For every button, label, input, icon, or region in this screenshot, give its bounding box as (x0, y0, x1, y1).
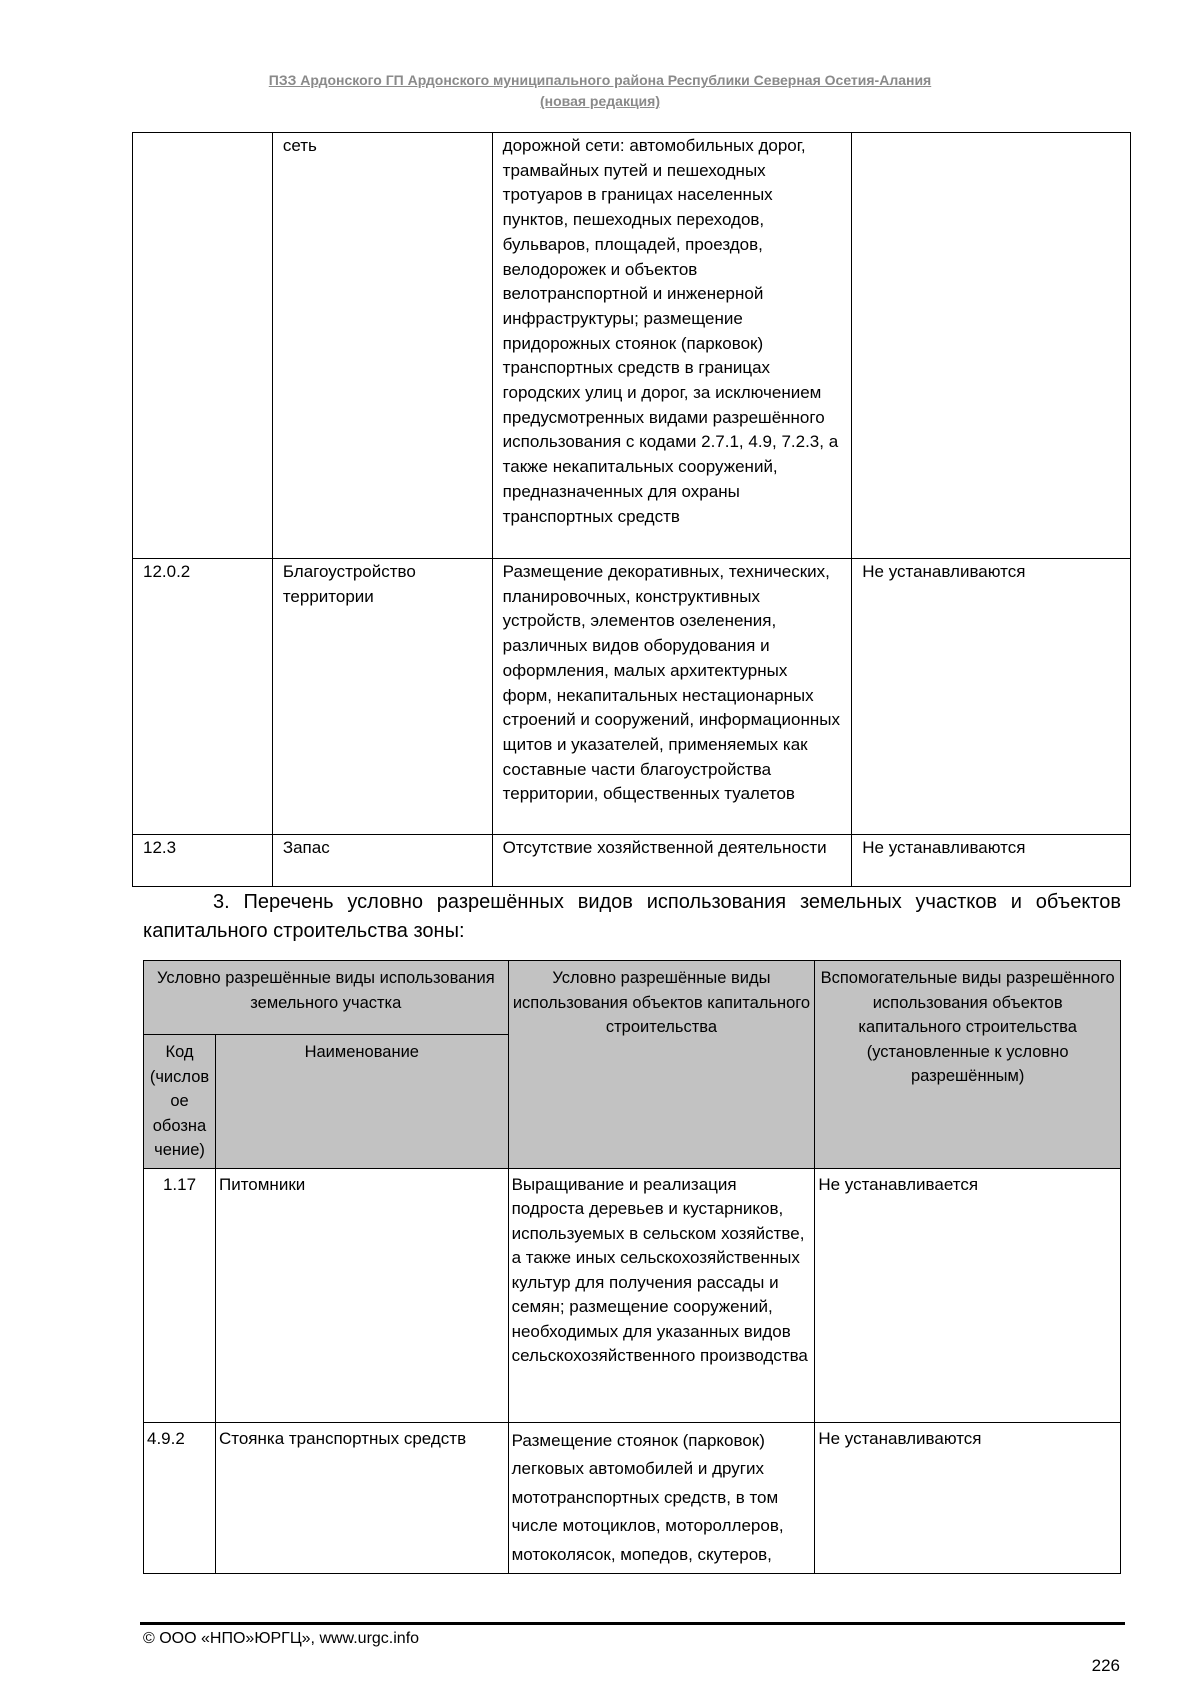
header-title: ПЗЗ Ардонского ГП Ардонского муниципального района Республики Северная Осетия-Алания (268, 72, 932, 88)
table-row (133, 559, 1131, 835)
row-capital: Выращивание и реализация подроста деревьев и кустарников, используемых в сельском хозяйстве, а также иных сельскохозяйственных культур для получения рассады и семян; размещение сооружений, необходимых для указанных видов сельскохозяйственного производства (508, 1168, 815, 1422)
document-header (0, 70, 1200, 112)
table-row (144, 1422, 1121, 1574)
row-code: 1.17 (144, 1168, 216, 1422)
header-auxiliary: Вспомогательные виды разрешённого использования объектов капитального строительства (установленные к условно разрешённым) (815, 961, 1121, 1169)
table-row (144, 1168, 1121, 1422)
section-paragraph (143, 888, 1121, 946)
footer-divider (140, 1622, 1125, 1625)
header-code: Код (числов ое обозна чение) (144, 1035, 216, 1169)
row-name: Благоустройство территории (272, 559, 492, 835)
paragraph-text: 3. Перечень условно разрешённых видов использования земельных участков и объектов капитального строительства зоны: (143, 891, 1121, 942)
row-name: Запас (272, 835, 492, 887)
row-description: Размещение декоративных, технических, планировочных, конструктивных устройств, элементов озеленения, различных видов оборудования и оформления, малых архитектурных форм, некапитальных нестационарных строений и сооружений, информационных щитов и указателей, применяемых как составные части благоустройства территории, общественных туалетов (492, 559, 852, 835)
table-row (133, 133, 1131, 559)
row-code: 4.9.2 (144, 1422, 216, 1574)
row-capital: Размещение стоянок (парковок) легковых автомобилей и других мототранспортных средств, в том числе мотоциклов, мотороллеров, мотоколясок, мопедов, скутеров, (508, 1422, 815, 1574)
row-code: 12.0.2 (133, 559, 273, 835)
header-name: Наименование (215, 1035, 508, 1169)
row-description: Отсутствие хозяйственной деятельности (492, 835, 852, 887)
header-capital-use: Условно разрешённые виды использования объектов капитального строительства (508, 961, 815, 1169)
table-row (133, 835, 1131, 887)
row-name: Стоянка транспортных средств (215, 1422, 508, 1574)
row-code: 12.3 (133, 835, 273, 887)
row-name: Питомники (215, 1168, 508, 1422)
row-params: Не устанавливаются (852, 835, 1131, 887)
conditional-uses-table (143, 960, 1121, 1574)
page-number: 226 (1091, 1656, 1120, 1675)
row-code (133, 133, 273, 559)
header-subtitle: (новая редакция) (540, 93, 660, 109)
header-row (144, 961, 1121, 1035)
row-name: сеть (272, 133, 492, 559)
header-land-use: Условно разрешённые виды использования земельного участка (144, 961, 509, 1035)
permitted-uses-table (132, 132, 1131, 887)
row-params: Не устанавливаются (852, 559, 1131, 835)
row-auxiliary: Не устанавливается (815, 1168, 1121, 1422)
row-description: дорожной сети: автомобильных дорог, трамвайных путей и пешеходных тротуаров в границах населенных пунктов, пешеходных переходов, бульваров, площадей, проездов, велодорожек и объектов велотранспортной и инженерной инфраструктуры; размещение придорожных стоянок (парковок) транспортных средств в границах городских улиц и дорог, за исключением предусмотренных видами разрешённого использования с кодами 2.7.1, 4.9, 7.2.3, а также некапитальных сооружений, предназначенных для охраны транспортных средств (492, 133, 852, 559)
row-params (852, 133, 1131, 559)
row-auxiliary: Не устанавливаются (815, 1422, 1121, 1574)
footer-copyright: © ООО «НПО»ЮРГЦ», www.urgc.info (143, 1630, 420, 1647)
